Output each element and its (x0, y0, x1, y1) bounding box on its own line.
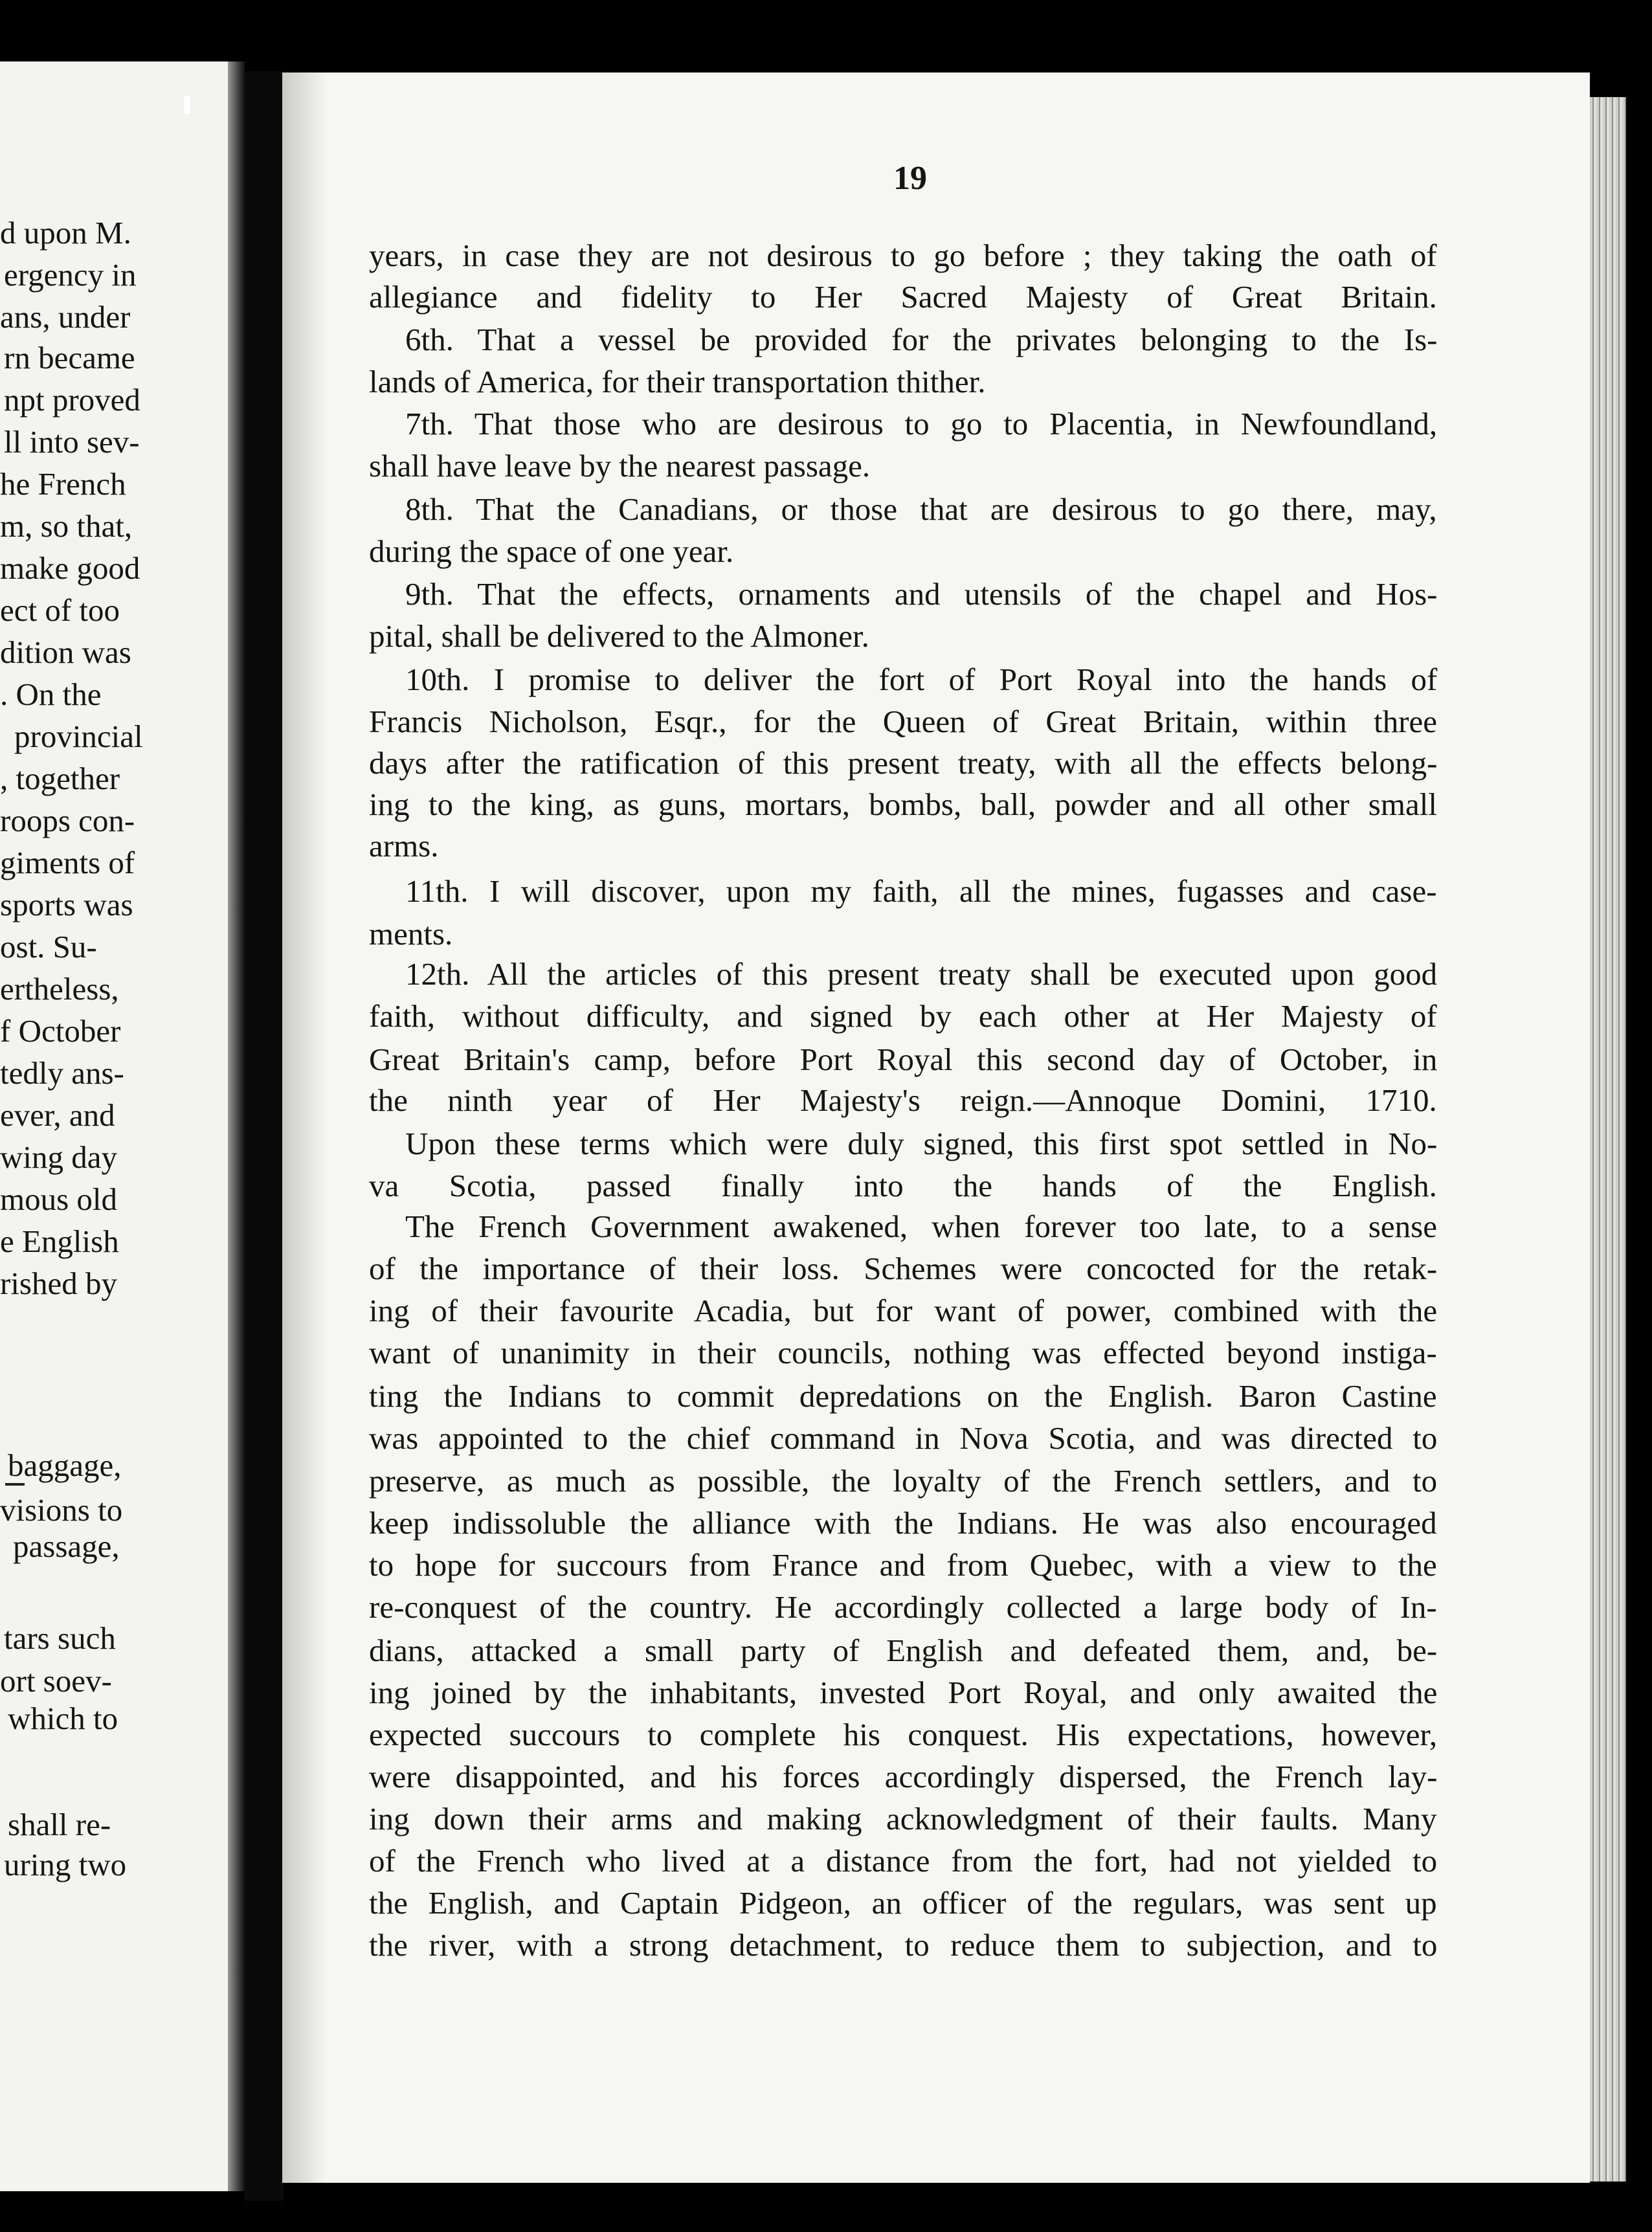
text-line: 8th. That the Canadians, or those that are desirous to go there, may, (405, 491, 1437, 527)
text-line: ing joined by the inhabitants, invested Port Royal, and only awaited the (369, 1675, 1438, 1710)
text-line: ing to the king, as guns, mortars, bombs, ball, powder and all other small (369, 787, 1437, 822)
text-line: was appointed to the chief command in Nova Scotia, and was directed to (369, 1420, 1438, 1456)
text-line: days after the ratification of this present treaty, with all the effects belong- (369, 745, 1438, 781)
left-page-line: which to (8, 1701, 118, 1736)
text-line: allegiance and fidelity to Her Sacred Majesty of Great Britain. (369, 279, 1437, 315)
left-page-line: tedly ans- (0, 1055, 124, 1091)
text-line: during the space of one year. (369, 533, 734, 569)
left-page-line: ost. Su- (0, 929, 97, 965)
left-page-line: f October (0, 1013, 121, 1049)
page-number: 19 (893, 160, 927, 197)
text-line: expected succours to complete his conquest. His expectations, however, (369, 1717, 1438, 1752)
left-page-line: rished by (0, 1266, 117, 1301)
left-page-line: uring two (4, 1847, 127, 1882)
left-page-line: visions to (0, 1492, 123, 1528)
left-page-line: ergency in (4, 257, 137, 293)
left-page-line: m, so that, (0, 508, 133, 544)
text-line: ting the Indians to commit depredations on the English. Baron Castine (369, 1378, 1437, 1414)
text-line: Upon these terms which were duly signed, this first spot settled in No- (405, 1126, 1438, 1161)
text-line: the river, with a strong detachment, to reduce them to subjection, and to (369, 1927, 1438, 1963)
text-line: 11th. I will discover, upon my faith, all the mines, fugasses and case- (405, 873, 1437, 909)
left-page-line: mous old (0, 1181, 118, 1217)
text-line: keep indissoluble the alliance with the Indians. He was also encouraged (369, 1505, 1437, 1541)
page-inner-shade (282, 73, 328, 2183)
page-fold-shadow (228, 61, 245, 2191)
left-page-line: ll into sev- (4, 424, 140, 460)
text-line: of the importance of their loss. Schemes were concocted for the retak- (369, 1251, 1438, 1286)
left-page-line: npt proved (4, 382, 140, 418)
left-page-line: giments of (0, 845, 135, 880)
left-page-line: . On the (0, 676, 102, 712)
left-page-line: dition was (0, 634, 131, 670)
text-line: 9th. That the effects, ornaments and utensils of the chapel and Hos- (405, 576, 1438, 612)
text-line: re-conquest of the country. He accordingly collected a large body of In- (369, 1589, 1437, 1625)
left-page-line: ans, under (0, 299, 131, 335)
text-line: arms. (369, 828, 439, 864)
left-page-line: e English (0, 1223, 119, 1259)
text-line: ing down their arms and making acknowledgment of their faults. Many (369, 1801, 1437, 1836)
text-line: to hope for succours from France and from Quebec, with a view to the (369, 1547, 1437, 1583)
left-page-line: provincial (14, 719, 143, 754)
text-line: the ninth year of Her Majesty's reign.—Annoque Domini, 1710. (369, 1082, 1437, 1118)
left-page-line: d upon M. (0, 215, 131, 251)
text-line: ments. (369, 916, 453, 952)
text-line: years, in case they are not desirous to go before ; they taking the oath of (369, 238, 1437, 273)
left-page-line: he French (0, 466, 126, 502)
left-page-line: baggage, (8, 1447, 122, 1483)
left-page-line: ect of too (0, 592, 120, 628)
text-line: of the French who lived at a distance from the fort, had not yielded to (369, 1843, 1438, 1879)
text-line: were disappointed, and his forces accordingly dispersed, the French lay- (369, 1759, 1438, 1794)
left-page-line: make good (0, 550, 140, 586)
left-page-line: ort soev- (0, 1663, 112, 1699)
text-line: 7th. That those who are desirous to go to Placentia, in Newfoundland, (405, 406, 1438, 441)
text-line: Great Britain's camp, before Port Royal this second day of October, in (369, 1042, 1438, 1077)
text-line: va Scotia, passed finally into the hands of the English. (369, 1168, 1437, 1203)
left-page-line: tars such (4, 1620, 116, 1656)
text-line: dians, attacked a small party of English and defeated them, and, be- (369, 1633, 1438, 1668)
page-edges (1590, 97, 1626, 2182)
left-page-line: rn became (4, 340, 135, 375)
left-page-line: sports was (0, 887, 133, 922)
left-page-line: passage, (13, 1528, 120, 1564)
text-line: The French Government awakened, when forever too late, to a sense (405, 1209, 1437, 1244)
text-line: preserve, as much as possible, the loyalty of the French settlers, and to (369, 1463, 1438, 1499)
left-page-rule (5, 1483, 25, 1486)
margin-mark (184, 95, 190, 115)
text-line: pital, shall be delivered to the Almoner. (369, 618, 869, 654)
text-line: shall have leave by the nearest passage. (369, 448, 871, 484)
left-page-fragment (0, 61, 234, 2191)
text-line: ing of their favourite Acadia, but for want of power, combined with the (369, 1293, 1438, 1328)
left-page-line: ertheless, (0, 971, 119, 1007)
text-line: 6th. That a vessel be provided for the privates belonging to the Is- (405, 322, 1438, 357)
text-line: the English, and Captain Pidgeon, an officer of the regulars, was sent up (369, 1885, 1437, 1921)
text-line: Francis Nicholson, Esqr., for the Queen of Great Britain, within three (369, 704, 1438, 739)
text-line: want of unanimity in their councils, nothing was effected beyond instiga- (369, 1335, 1437, 1370)
left-page-line: wing day (0, 1139, 117, 1175)
text-line: lands of America, for their transportation thither. (369, 364, 986, 399)
text-line: 12th. All the articles of this present treaty shall be executed upon good (405, 956, 1438, 992)
text-line: 10th. I promise to deliver the fort of Port Royal into the hands of (405, 662, 1438, 697)
left-page-line: roops con- (0, 803, 135, 838)
book-gutter (245, 71, 284, 2201)
left-page-line: shall re- (8, 1807, 111, 1842)
left-page-line: ever, and (0, 1097, 115, 1133)
text-line: faith, without difficulty, and signed by each other at Her Majesty of (369, 998, 1437, 1034)
left-page-line: , together (0, 761, 120, 796)
